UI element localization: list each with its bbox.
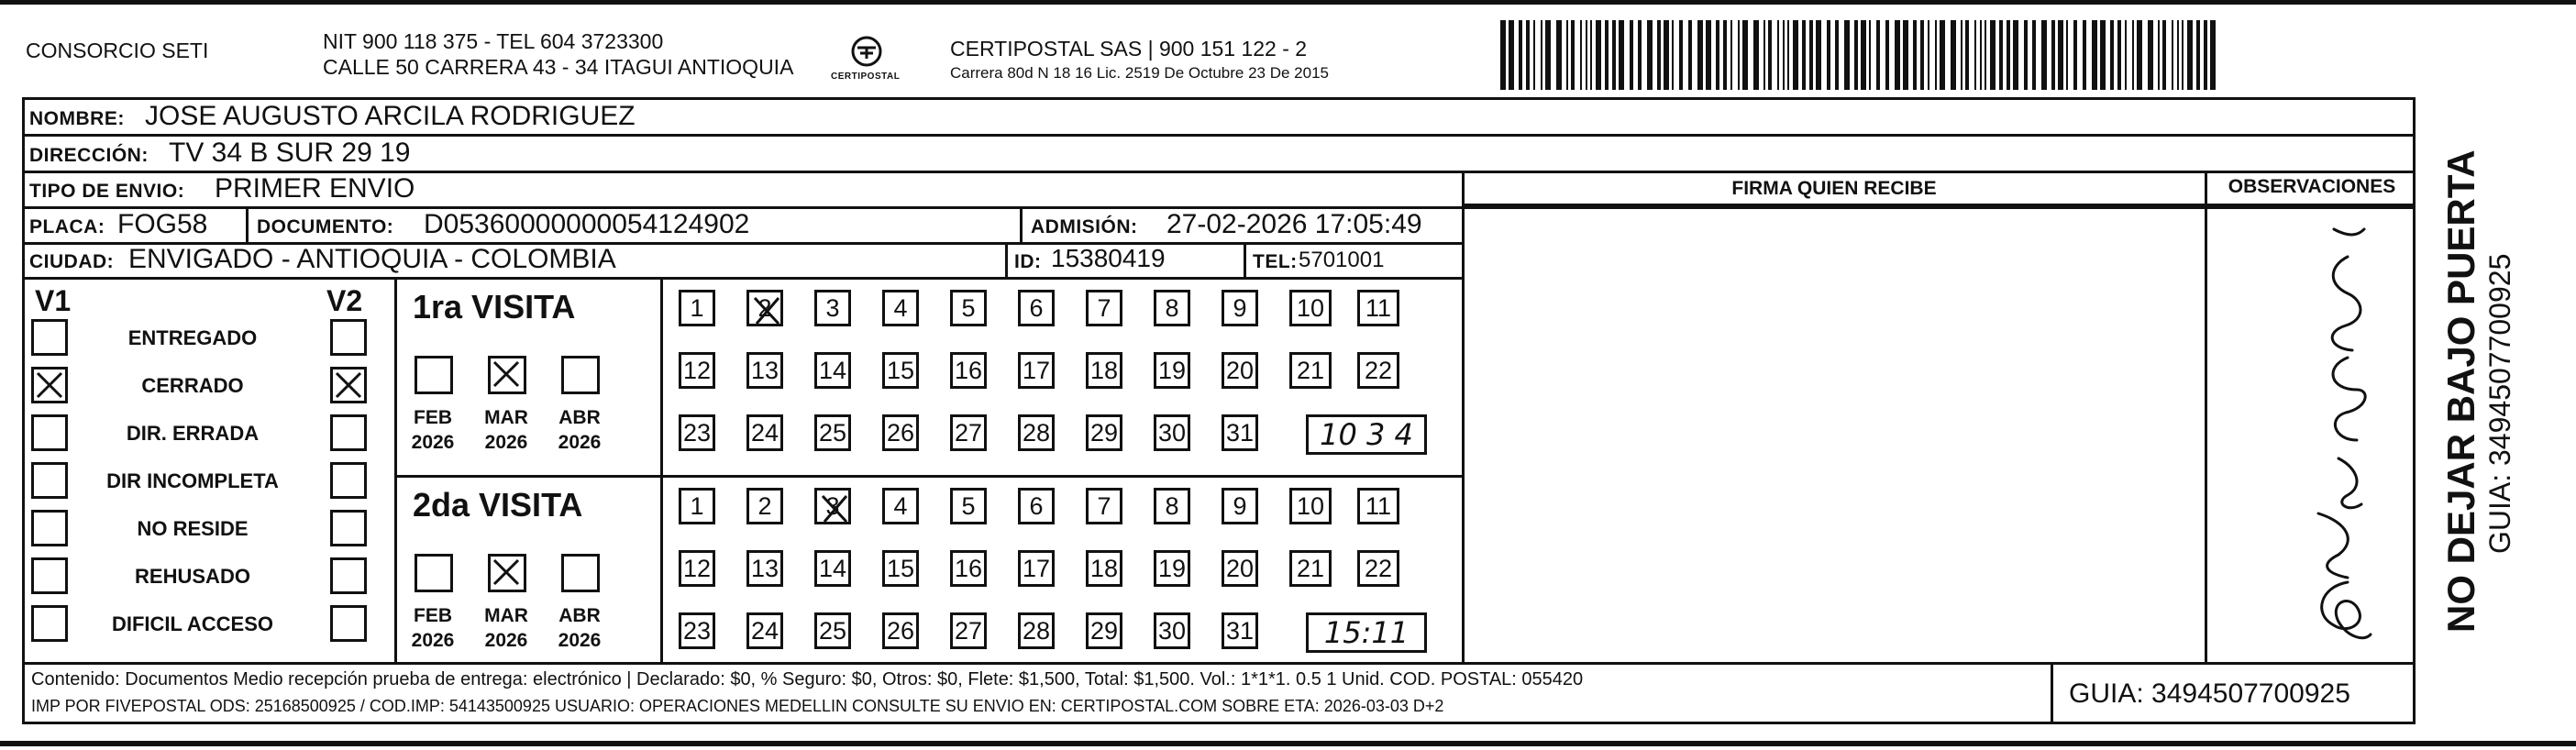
v2-checkbox[interactable] (330, 414, 367, 451)
v1-checkbox[interactable] (31, 367, 68, 403)
day-box[interactable]: 31 (1222, 612, 1258, 649)
day-box[interactable]: 1 (679, 290, 715, 326)
tel-label: TEL: (1253, 251, 1298, 272)
day-box[interactable]: 19 (1154, 352, 1190, 389)
day-box[interactable]: 1 (679, 488, 715, 524)
logo-wordmark: CERTIPOSTAL (831, 72, 901, 82)
status-label: DIR INCOMPLETA (106, 469, 279, 492)
day-box[interactable]: 25 (814, 414, 851, 451)
day-box[interactable]: 17 (1018, 550, 1055, 587)
day-box[interactable]: 8 (1154, 488, 1190, 524)
v2-checkbox[interactable] (330, 462, 367, 499)
day-box[interactable]: 28 (1018, 414, 1055, 451)
month-checkbox[interactable] (561, 554, 600, 592)
day-box[interactable]: 21 (1289, 550, 1332, 587)
recipient-address: TV 34 B SUR 29 19 (169, 138, 411, 168)
day-box[interactable]: 11 (1357, 290, 1399, 326)
send-type-label: TIPO DE ENVIO: (29, 181, 185, 202)
v1-label: V1 (35, 284, 72, 317)
content-line: Contenido: Documentos Medio recepción prueba de entrega: electrónico | Declarado: $0, % Seguro: $0, Otros: $0, Flete: $1,500, Total: $1,500. Vol.: 1*1*1. 0.5 1 Unid. COD. POSTAL: 055420 (31, 669, 1584, 689)
v1-checkbox[interactable] (31, 414, 68, 451)
day-box[interactable]: 5 (950, 488, 987, 524)
day-box[interactable]: 15 (882, 352, 919, 389)
day-box[interactable]: 21 (1289, 352, 1332, 389)
month-label: MAR 2026 (484, 605, 528, 651)
v2-checkbox[interactable] (330, 557, 367, 594)
day-box[interactable]: 31 (1222, 414, 1258, 451)
day-box[interactable]: 18 (1086, 550, 1122, 587)
day-box[interactable]: 11 (1357, 488, 1399, 524)
bottom-border (0, 741, 2576, 746)
imp-line: IMP POR FIVEPOSTAL ODS: 25168500925 / COD.IMP: 54143500925 USUARIO: OPERACIONES MEDELLIN CONSULTE SU ENVIO EN: CERTIPOSTAL.COM SOBRE ETA: 2026-03-03 D+2 (31, 697, 1444, 715)
side-guia: GUIA: 3494507700925 (2483, 253, 2516, 554)
v2-label: V2 (326, 284, 363, 317)
plate-value: FOG58 (117, 209, 208, 239)
day-box[interactable]: 8 (1154, 290, 1190, 326)
tel-value: 5701001 (1299, 248, 1385, 272)
handwritten-signature (2210, 211, 2414, 660)
day-box[interactable]: 24 (746, 612, 783, 649)
day-box[interactable]: 6 (1018, 488, 1055, 524)
day-box[interactable]: 6 (1018, 290, 1055, 326)
status-label: CERRADO (141, 374, 244, 397)
id-label: ID: (1014, 251, 1042, 272)
top-border (0, 0, 2576, 5)
day-box[interactable]: 26 (882, 414, 919, 451)
v1-checkbox[interactable] (31, 557, 68, 594)
month-label: FEB 2026 (411, 407, 455, 453)
day-box[interactable]: 22 (1357, 352, 1399, 389)
day-box[interactable]: 23 (679, 414, 715, 451)
day-box[interactable]: 20 (1222, 352, 1258, 389)
month-checkbox[interactable] (488, 356, 526, 394)
document-value: D05360000000054124902 (424, 209, 750, 239)
time-box[interactable]: 15:11 (1306, 612, 1427, 653)
day-box[interactable]: 29 (1086, 612, 1122, 649)
day-box[interactable]: 7 (1086, 290, 1122, 326)
month-checkbox[interactable] (415, 554, 453, 592)
v2-checkbox[interactable] (330, 510, 367, 546)
day-box[interactable]: 28 (1018, 612, 1055, 649)
v1-checkbox[interactable] (31, 462, 68, 499)
day-box[interactable]: 16 (950, 352, 987, 389)
visit-title: 1ra VISITA (413, 288, 576, 325)
time-box[interactable]: 10 3 4 (1306, 414, 1427, 455)
status-label: NO RESIDE (137, 517, 249, 540)
day-box[interactable]: 3 (814, 488, 851, 524)
month-checkbox[interactable] (415, 356, 453, 394)
month-label: FEB 2026 (411, 605, 455, 651)
day-box[interactable]: 26 (882, 612, 919, 649)
admission-value: 27-02-2026 17:05:49 (1166, 209, 1422, 239)
plate-label: PLACA: (29, 216, 105, 237)
month-label: ABR 2026 (558, 407, 602, 453)
send-type: PRIMER ENVIO (215, 173, 415, 204)
day-box[interactable]: 30 (1154, 612, 1190, 649)
month-checkbox[interactable] (488, 554, 526, 592)
day-box[interactable]: 5 (950, 290, 987, 326)
document-label: DOCUMENTO: (257, 216, 394, 237)
day-box[interactable]: 27 (950, 612, 987, 649)
day-box[interactable]: 3 (814, 290, 851, 326)
day-box[interactable]: 14 (814, 352, 851, 389)
address-label: DIRECCIÓN: (29, 145, 149, 166)
day-box[interactable]: 16 (950, 550, 987, 587)
guia-box: GUIA: 3494507700925 (2069, 678, 2350, 709)
day-box[interactable]: 4 (882, 488, 919, 524)
observations-header: OBSERVACIONES (2228, 176, 2396, 197)
day-box[interactable]: 10 (1289, 488, 1332, 524)
day-box[interactable]: 18 (1086, 352, 1122, 389)
day-box[interactable]: 12 (679, 352, 715, 389)
day-box[interactable]: 29 (1086, 414, 1122, 451)
company-name: CONSORCIO SETI (26, 39, 209, 62)
day-box[interactable]: 23 (679, 612, 715, 649)
day-box[interactable]: 12 (679, 550, 715, 587)
day-box[interactable]: 19 (1154, 550, 1190, 587)
admission-label: ADMISIÓN: (1031, 216, 1138, 237)
recipient-name: JOSE AUGUSTO ARCILA RODRIGUEZ (145, 101, 636, 131)
day-box[interactable]: 13 (746, 550, 783, 587)
id-value: 15380419 (1051, 244, 1166, 272)
status-label: DIR. ERRADA (126, 422, 260, 445)
day-box[interactable]: 7 (1086, 488, 1122, 524)
day-box[interactable]: 13 (746, 352, 783, 389)
day-box[interactable]: 20 (1222, 550, 1258, 587)
v1-checkbox[interactable] (31, 605, 68, 642)
day-box[interactable]: 15 (882, 550, 919, 587)
day-box[interactable]: 9 (1222, 488, 1258, 524)
v2-checkbox[interactable] (330, 319, 367, 356)
day-box[interactable]: 4 (882, 290, 919, 326)
day-box[interactable]: 27 (950, 414, 987, 451)
nit-line: NIT 900 118 375 - TEL 604 3723300 (323, 29, 664, 53)
status-label: ENTREGADO (127, 326, 258, 349)
day-box[interactable]: 22 (1357, 550, 1399, 587)
month-label: MAR 2026 (484, 407, 528, 453)
company-address: CALLE 50 CARRERA 43 - 34 ITAGUI ANTIOQUIA (323, 55, 794, 79)
v1-checkbox[interactable] (31, 510, 68, 546)
name-label: NOMBRE: (29, 108, 125, 129)
certipostal-line: CERTIPOSTAL SAS | 900 151 122 - 2 (950, 37, 1308, 61)
barcode (1500, 20, 2234, 90)
v2-checkbox[interactable] (330, 367, 367, 403)
v2-checkbox[interactable] (330, 605, 367, 642)
no-dejar-bajo-puerta: NO DEJAR BAJO PUERTA (2439, 149, 2482, 633)
certipostal-logo (825, 31, 908, 95)
day-box[interactable]: 10 (1289, 290, 1332, 326)
visit-title: 2da VISITA (413, 486, 583, 524)
status-label: DIFICIL ACCESO (111, 612, 273, 635)
day-box[interactable]: 2 (746, 488, 783, 524)
day-box[interactable]: 25 (814, 612, 851, 649)
month-label: ABR 2026 (558, 605, 602, 651)
day-box[interactable]: 17 (1018, 352, 1055, 389)
month-checkbox[interactable] (561, 356, 600, 394)
day-box[interactable]: 9 (1222, 290, 1258, 326)
status-label: REHUSADO (135, 565, 250, 588)
city-label: CIUDAD: (29, 251, 115, 272)
day-box[interactable]: 24 (746, 414, 783, 451)
license-line: Carrera 80d N 18 16 Lic. 2519 De Octubre 23 De 2015 (950, 64, 1329, 82)
day-box[interactable]: 2 (746, 290, 783, 326)
v1-checkbox[interactable] (31, 319, 68, 356)
city-value: ENVIGADO - ANTIOQUIA - COLOMBIA (128, 244, 616, 274)
day-box[interactable]: 14 (814, 550, 851, 587)
day-box[interactable]: 30 (1154, 414, 1190, 451)
signature-header: FIRMA QUIEN RECIBE (1731, 178, 1937, 199)
